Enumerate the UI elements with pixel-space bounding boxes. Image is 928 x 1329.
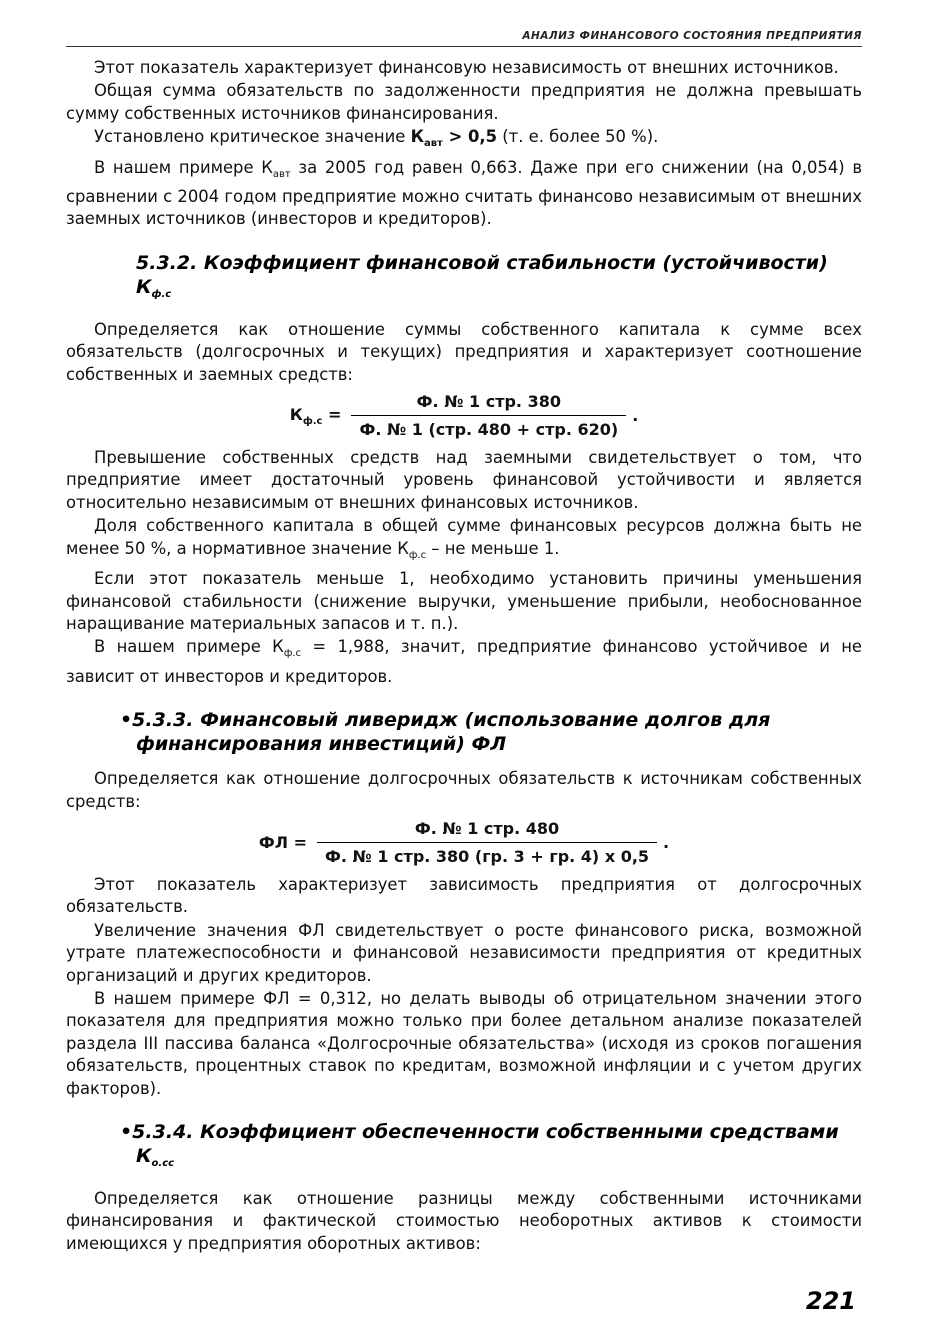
paragraph: Установлено критическое значение $К_{авт} > 0,5$ (т. е. более 50 %). [94, 127, 659, 150]
section-heading-5-3-4: •5.3.4. Коэффициент обеспеченности собственными средствами $К_{о.сс}$ [120, 1121, 839, 1169]
paragraph: В нашем примере ФЛ = 0,312, но делать выводы об отрицательном значении этого показателя для предприятия можно только при более детальном анализе показателей раздела III пассива баланса «Долгосрочные обязательства» (исходя из сроков погашения обязательств, процентных ставок по кредитам, возможной инфляции и с учетом других факторов). [66, 988, 862, 1098]
paragraph: Определяется как отношение долгосрочных обязательств к источникам собственных средств: [66, 769, 862, 811]
formula-numerator: Ф. № 1 стр. 480 [414, 818, 560, 838]
formula-lhs: $К_{ф.с}$ = [289, 404, 342, 427]
bullet-mark: • [120, 1121, 133, 1143]
formula-fraction [351, 392, 626, 439]
paragraph: В нашем примере $К_{ф.с} = 1,988$, значит, предприятие финансово устойчивое и не зависит от инвесторов и кредиторов. [66, 637, 862, 686]
formula-denominator: Ф. № 1 (стр. 480 + стр. 620) [359, 420, 619, 440]
paragraph: Определяется как отношение разницы между собственными источниками финансирования и фактической стоимостью необоротных активов к стоимости имеющихся у предприятия оборотных активов: [66, 1189, 862, 1253]
formula-numerator: Ф. № 1 стр. 380 [416, 392, 561, 412]
page-number: 221 [805, 1287, 856, 1315]
formula-lhs: ФЛ = [258, 832, 308, 852]
formula-financial-stability [66, 392, 862, 439]
formula-financial-leverage [66, 819, 862, 866]
running-head: АНАЛИЗ ФИНАНСОВОГО СОСТОЯНИЯ ПРЕДПРИЯТИЯ [66, 30, 862, 47]
section-heading-5-3-2: 5.3.2. Коэффициент финансовой стабильности (устойчивости) $К_{ф.с}$ [136, 251, 828, 300]
paragraph: Этот показатель характеризует зависимость предприятия от долгосрочных обязательств. [66, 874, 862, 917]
formula-fraction [317, 819, 657, 866]
paragraph: Общая сумма обязательств по задолженности предприятия не должна превышать сумму собственных источников финансирования. [66, 81, 862, 123]
paragraph: Увеличение значения ФЛ свидетельствует о росте финансового риска, возможной утрате платежеспособности и финансовой независимости предприятия от кредитных организаций и других кредиторов. [66, 920, 862, 985]
paragraph: Доля собственного капитала в общей сумме финансовых ресурсов должна быть не менее 50 %, а нормативное значение $К_{ф.с}$ – не меньше 1. [66, 516, 862, 561]
paragraph: В нашем примере $К_{авт}$ за 2005 год равен 0,663. Даже при его снижении (на 0,054) в сравнении с 2004 годом предприятие можно считать финансово независимым от внешних заемных источников (инвесторов и кредиторов). [66, 157, 862, 229]
paragraph: Определяется как отношение суммы собственного капитала к сумме всех обязательств (долгосрочных и текущих) предприятия и характеризует соотношение собственных и заемных средств: [66, 319, 862, 384]
formula-end: . [663, 832, 670, 852]
page-body [66, 30, 862, 1256]
paragraph: Если этот показатель меньше 1, необходимо установить причины уменьшения финансовой стабильности (снижение выручки, уменьшение прибыли, необоснованное наращивание материальных запасов и т. п.). [66, 569, 862, 633]
formula-end: . [632, 406, 639, 426]
section-heading-5-3-3: •5.3.3. Финансовый ливеридж (использование долгов для финансирования инвестиций) ФЛ [120, 709, 771, 756]
paragraph: Превышение собственных средств над заемными свидетельствует о том, что предприятие имеет достаточный уровень финансовой устойчивости и является относительно независимым от внешних финансовых источников. [66, 448, 862, 512]
formula-denominator: Ф. № 1 стр. 380 (гр. 3 + гр. 4) х 0,5 [325, 846, 650, 866]
paragraph: Этот показатель характеризует финансовую независимость от внешних источников. [94, 58, 839, 77]
bullet-mark: • [120, 709, 133, 732]
